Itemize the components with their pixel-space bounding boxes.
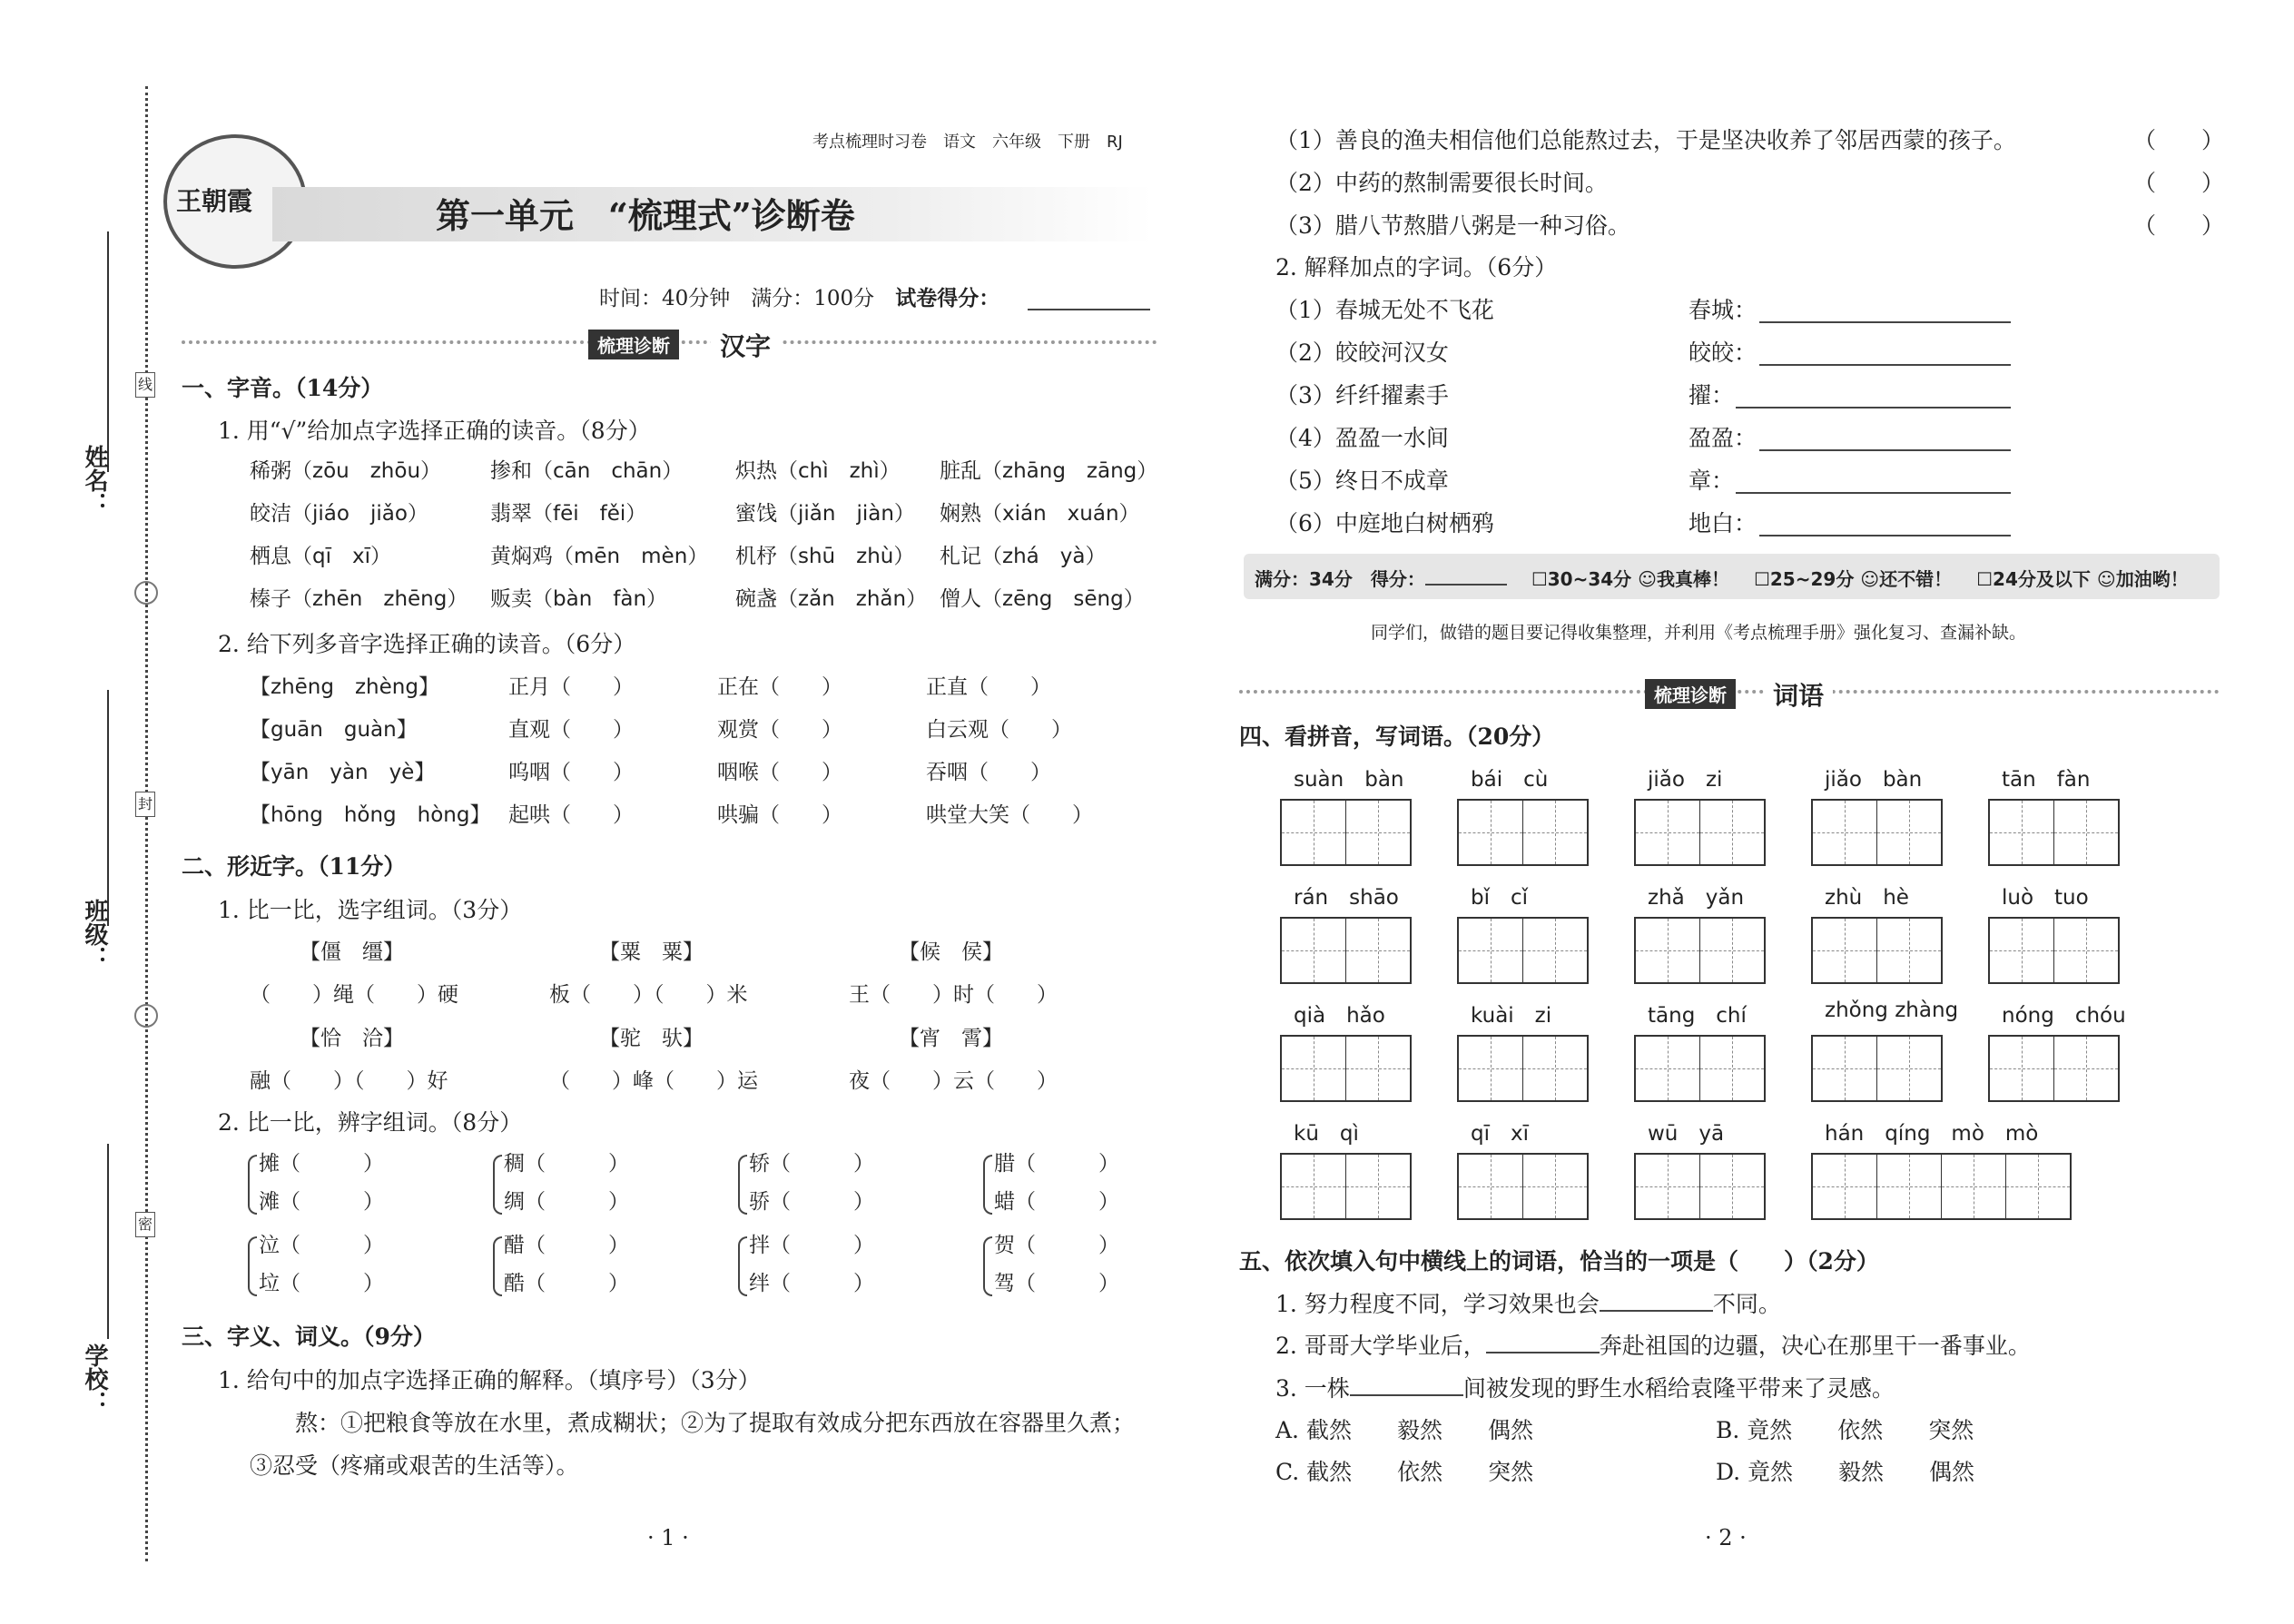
grid-cell[interactable] xyxy=(1877,801,1941,864)
answer-line[interactable] xyxy=(1759,321,2011,323)
q2-heading: 二、形近字。（11分） xyxy=(182,853,407,880)
q3-poem-line: （3）纤纤擢素手 xyxy=(1275,382,1449,408)
q5-option-c[interactable]: C. 截然 依然 突然 xyxy=(1275,1459,1534,1485)
brace xyxy=(738,1155,747,1215)
reading-item: 榛子（zhēn zhēng） xyxy=(250,587,468,611)
q3-answer-label: 皎皎： xyxy=(1689,340,1757,366)
writing-grid[interactable] xyxy=(1634,1035,1766,1102)
pinyin-label: suàn bàn xyxy=(1294,768,1404,792)
q5-heading: 五、依次填入句中横线上的词语，恰当的一项是（ ）（2分） xyxy=(1239,1248,1879,1275)
grid-cell[interactable] xyxy=(1282,801,1346,864)
q5-option-d[interactable]: D. 竟然 毅然 偶然 xyxy=(1716,1459,1975,1485)
q2-sub1: 1. 比一比，选字组词。（3分） xyxy=(218,897,523,923)
option-checkbox[interactable]: ☐ xyxy=(1753,568,1770,590)
q3-sentence: （3）腊八节熬腊八粥是一种习俗。 xyxy=(1275,212,1630,239)
reading-item: 稀粥（zōu zhōu） xyxy=(250,459,442,483)
q3-answer-label: 盈盈： xyxy=(1689,425,1757,451)
grid-cell[interactable] xyxy=(1990,801,2054,864)
grid-cell[interactable] xyxy=(1877,1155,1942,1218)
word-pair-item[interactable]: 绊（ ） xyxy=(749,1272,874,1295)
answer-paren[interactable]: （ ） xyxy=(2133,170,2225,196)
grid-cell[interactable] xyxy=(1813,1155,1877,1218)
reading-item: 栖息（qī xī） xyxy=(250,545,391,568)
brace xyxy=(493,1155,502,1215)
polyphone-readings: 【hōng hǒng hòng】 xyxy=(250,803,491,827)
char-group: 【粟 粟】 xyxy=(599,940,704,964)
grid-cell[interactable] xyxy=(1346,801,1410,864)
q3-sub2: 2. 解释加点的字词。（6分） xyxy=(1275,254,1558,281)
school-line xyxy=(107,1144,109,1339)
answer-paren[interactable]: （ ） xyxy=(2133,127,2225,153)
reading-item: 炽热（chì zhì） xyxy=(735,459,901,483)
reading-item: 皎洁（jiáo jiǎo） xyxy=(250,502,428,526)
grid-cell[interactable] xyxy=(1523,1037,1587,1100)
brace xyxy=(983,1155,992,1215)
grid-cell[interactable] xyxy=(1523,919,1587,982)
reading-item: 黄焖鸡（mēn mèn） xyxy=(490,545,709,568)
polyphone-word[interactable]: 直观（ ） xyxy=(508,718,634,742)
grid-cell[interactable] xyxy=(1346,919,1410,982)
q5-s1: 1. 努力程度不同，学习效果也会 不同。 xyxy=(1275,1291,1781,1317)
polyphone-word[interactable]: 白云观（ ） xyxy=(926,718,1072,742)
grid-cell[interactable] xyxy=(1523,1155,1587,1218)
brace xyxy=(493,1236,502,1296)
grid-cell[interactable] xyxy=(2054,1037,2118,1100)
polyphone-word[interactable]: 咽喉（ ） xyxy=(717,761,842,784)
q3-sub1: 1. 给句中的加点字选择正确的解释。（填序号）（3分） xyxy=(218,1367,761,1393)
grid-cell[interactable] xyxy=(1282,1037,1346,1100)
fill-blank-row[interactable]: （ ）峰（ ）运 xyxy=(549,1069,758,1093)
pinyin-label: tān fàn xyxy=(2002,768,2091,792)
q3-def1: 熬：①把粮食等放在水里，煮成糊状；②为了提取有效成分把东西放在容器里久煮； xyxy=(295,1410,1136,1436)
score-bar-content: 满分：34分 得分： ☐30~34分 ☺我真棒！ ☐25~29分 ☺还不错！ ☐24分及以下 ☺加油哟！ xyxy=(1255,568,2189,590)
char-group: 【驼 驮】 xyxy=(599,1027,704,1050)
section-tag: 梳理诊断 xyxy=(588,330,679,359)
reading-item: 札记（zhá yà） xyxy=(940,545,1107,568)
class-line xyxy=(107,690,109,926)
pinyin-label: zhǎ yǎn xyxy=(1648,886,1745,910)
word-pair-item[interactable]: 贺（ ） xyxy=(994,1234,1119,1257)
q3-answer-label: 春城： xyxy=(1689,297,1757,323)
writing-grid[interactable] xyxy=(1811,1153,2072,1220)
q1-sub1: 1. 用“√”给加点字选择正确的读音。（8分） xyxy=(218,418,651,444)
binding-dotted-line xyxy=(145,86,148,1561)
q3-def2: ③忍受（疼痛或艰苦的生活等）。 xyxy=(250,1452,579,1479)
pinyin-label: nóng chóu xyxy=(2002,1004,2126,1028)
grid-cell[interactable] xyxy=(1942,1155,2006,1218)
word-pair-item[interactable]: 绸（ ） xyxy=(504,1190,629,1214)
brace xyxy=(983,1236,992,1296)
q3-answer-label: 章： xyxy=(1689,468,1735,494)
writing-grid[interactable] xyxy=(1457,917,1589,984)
word-pair-item[interactable]: 酷（ ） xyxy=(504,1272,629,1295)
writing-grid[interactable] xyxy=(1811,1035,1943,1102)
writing-grid[interactable] xyxy=(1988,1035,2120,1102)
q3-heading: 三、字义、词义。（9分） xyxy=(182,1324,436,1350)
pinyin-label: bái cù xyxy=(1471,768,1549,792)
grid-cell[interactable] xyxy=(1282,1155,1346,1218)
word-pair-item[interactable]: 垃（ ） xyxy=(259,1272,384,1295)
fill-blank-row[interactable]: （ ）绳（ ）硬 xyxy=(250,983,458,1007)
grid-cell[interactable] xyxy=(1813,801,1877,864)
writing-grid[interactable] xyxy=(1634,799,1766,866)
name-line xyxy=(107,231,109,472)
polyphone-word[interactable]: 吞咽（ ） xyxy=(926,761,1051,784)
grid-cell[interactable] xyxy=(1459,1037,1523,1100)
word-pair-item[interactable]: 驾（ ） xyxy=(994,1272,1119,1295)
word-pair-item[interactable]: 泣（ ） xyxy=(259,1234,384,1257)
binding-mark-feng: 封 xyxy=(135,792,155,817)
q3-sentence: （1）善良的渔夫相信他们总能熬过去，于是坚决收养了邻居西蒙的孩子。 xyxy=(1275,127,2016,153)
q5-option-b[interactable]: B. 竟然 依然 突然 xyxy=(1716,1417,1974,1443)
grid-cell[interactable] xyxy=(1282,919,1346,982)
reading-item: 蜜饯（jiǎn jiàn） xyxy=(735,502,915,526)
writing-grid[interactable] xyxy=(1811,799,1943,866)
word-pair-item[interactable]: 蜡（ ） xyxy=(994,1190,1119,1214)
grid-cell[interactable] xyxy=(1700,801,1764,864)
writing-grid[interactable] xyxy=(1457,799,1589,866)
writing-grid[interactable] xyxy=(1988,799,2120,866)
brace xyxy=(248,1155,257,1215)
polyphone-word[interactable]: 起哄（ ） xyxy=(508,803,634,827)
exam-meta: 时间：40分钟 满分：100分 试卷得分： xyxy=(599,286,1000,310)
reading-item: 机杼（shū zhù） xyxy=(735,545,915,568)
score-blank[interactable] xyxy=(1028,309,1150,310)
q3-poem-line: （5）终日不成章 xyxy=(1275,468,1449,494)
q4-heading: 四、看拼音，写词语。（20分） xyxy=(1239,723,1555,750)
polyphone-word[interactable]: 哄骗（ ） xyxy=(717,803,842,827)
pinyin-label: rán shāo xyxy=(1294,886,1399,910)
writing-grid[interactable] xyxy=(1634,917,1766,984)
pinyin-label: kuài zi xyxy=(1471,1004,1552,1028)
school-label: 学校： xyxy=(81,1343,108,1414)
writing-grid[interactable] xyxy=(1280,917,1412,984)
q3-poem-line: （4）盈盈一水间 xyxy=(1275,425,1449,451)
pinyin-label: bǐ cǐ xyxy=(1471,886,1529,910)
reading-item: 碗盏（zǎn zhǎn） xyxy=(735,587,928,611)
polyphone-word[interactable]: 正直（ ） xyxy=(926,675,1051,699)
answer-line[interactable] xyxy=(1736,492,2011,494)
header-series: 考点梳理时习卷 语文 六年级 下册 RJ xyxy=(812,133,1123,152)
char-group: 【僵 缰】 xyxy=(300,940,404,964)
answer-line[interactable] xyxy=(1759,364,2011,366)
pinyin-label: qià hǎo xyxy=(1294,1004,1385,1028)
word-pair-item[interactable]: 摊（ ） xyxy=(259,1152,384,1176)
writing-grid[interactable] xyxy=(1634,1153,1766,1220)
fill-blank-row[interactable]: 王（ ）时（ ） xyxy=(849,983,1058,1007)
polyphone-word[interactable]: 正月（ ） xyxy=(508,675,634,699)
section-title-ciyu: 词语 xyxy=(1764,676,1833,713)
grid-cell[interactable] xyxy=(1636,801,1700,864)
pinyin-label: luò tuo xyxy=(2002,886,2089,910)
word-pair-item[interactable]: 醋（ ） xyxy=(504,1234,629,1257)
q3-answer-label: 地白： xyxy=(1689,510,1757,536)
grid-cell[interactable] xyxy=(1700,1037,1764,1100)
grid-cell[interactable] xyxy=(1459,1155,1523,1218)
grid-cell[interactable] xyxy=(1877,919,1941,982)
polyphone-readings: 【guān guàn】 xyxy=(250,718,418,742)
reading-item: 僧人（zēng sēng） xyxy=(940,587,1145,611)
page-number-2: · 2 · xyxy=(1705,1525,1747,1550)
grid-cell[interactable] xyxy=(2054,801,2118,864)
reading-item: 贩卖（bàn fàn） xyxy=(490,587,668,611)
writing-grid[interactable] xyxy=(1457,1153,1589,1220)
q2-sub2: 2. 比一比，辨字组词。（8分） xyxy=(218,1109,523,1136)
word-pair-item[interactable]: 拌（ ） xyxy=(749,1234,874,1257)
word-pair-item[interactable]: 腊（ ） xyxy=(994,1152,1119,1176)
char-group: 【宵 霄】 xyxy=(899,1027,1003,1050)
option-checkbox[interactable]: ☐ xyxy=(1531,568,1548,590)
grid-cell[interactable] xyxy=(1990,1037,2054,1100)
grid-cell[interactable] xyxy=(1877,1037,1941,1100)
polyphone-word[interactable]: 观赏（ ） xyxy=(717,718,842,742)
writing-grid[interactable] xyxy=(1280,1035,1412,1102)
grid-cell[interactable] xyxy=(1636,1155,1700,1218)
grid-cell[interactable] xyxy=(1346,1155,1410,1218)
q3-poem-line: （1）春城无处不飞花 xyxy=(1275,297,1494,323)
class-label: 班级： xyxy=(81,899,108,969)
polyphone-word[interactable]: 正在（ ） xyxy=(717,675,842,699)
pinyin-label: wū yā xyxy=(1648,1122,1725,1146)
grid-cell[interactable] xyxy=(1346,1037,1410,1100)
polyphone-readings: 【zhēng zhèng】 xyxy=(250,675,439,699)
polyphone-readings: 【yān yàn yè】 xyxy=(250,761,436,784)
grid-cell[interactable] xyxy=(1459,919,1523,982)
pinyin-label: tāng chí xyxy=(1648,1004,1747,1028)
option-checkbox[interactable]: ☐ xyxy=(1976,568,1994,590)
binding-hole-icon xyxy=(134,1004,158,1028)
char-group: 【候 侯】 xyxy=(899,940,1003,964)
writing-grid[interactable] xyxy=(1811,917,1943,984)
reading-item: 脏乱（zhāng zāng） xyxy=(940,459,1158,483)
pinyin-label: zhǒng zhàng xyxy=(1825,999,1959,1022)
grid-cell[interactable] xyxy=(1459,801,1523,864)
polyphone-word[interactable]: 呜咽（ ） xyxy=(508,761,634,784)
q5-s2: 2. 哥哥大学毕业后， 奔赴祖国的边疆，决心在那里干一番事业。 xyxy=(1275,1333,2031,1359)
grid-cell[interactable] xyxy=(1700,919,1764,982)
answer-line[interactable] xyxy=(1759,535,2011,536)
brace xyxy=(738,1236,747,1296)
tip-note: 同学们，做错的题目要记得收集整理，并利用《考点梳理手册》强化复习、查漏补缺。 xyxy=(1371,623,2027,643)
binding-hole-icon xyxy=(134,581,158,605)
fill-blank-row[interactable]: 融（ ）（ ）好 xyxy=(250,1069,448,1093)
pinyin-label: qī xī xyxy=(1471,1122,1529,1146)
name-label: 姓名： xyxy=(81,445,108,516)
answer-line[interactable] xyxy=(1759,449,2011,451)
writing-grid[interactable] xyxy=(1280,799,1412,866)
pinyin-label: zhù hè xyxy=(1825,886,1909,910)
q3-sentence: （2）中药的熬制需要很长时间。 xyxy=(1275,170,1608,196)
grid-cell[interactable] xyxy=(1813,1037,1877,1100)
q3-poem-line: （2）皎皎河汉女 xyxy=(1275,340,1449,366)
section-title-hanzi: 汉字 xyxy=(711,327,780,363)
section-tag: 梳理诊断 xyxy=(1645,679,1736,709)
grid-cell[interactable] xyxy=(1990,919,2054,982)
writing-grid[interactable] xyxy=(1988,917,2120,984)
page-title: 第一单元 “梳理式”诊断卷 xyxy=(436,195,855,236)
fill-blank-row[interactable]: 板（ ）（ ）米 xyxy=(549,983,748,1007)
binding-mark-mi: 密 xyxy=(135,1212,155,1237)
word-pair-item[interactable]: 滩（ ） xyxy=(259,1190,384,1214)
pinyin-label: jiǎo bàn xyxy=(1825,768,1923,792)
brace xyxy=(248,1236,257,1296)
q5-option-a[interactable]: A. 截然 毅然 偶然 xyxy=(1275,1417,1533,1443)
q1-sub2: 2. 给下列多音字选择正确的读音。（6分） xyxy=(218,631,636,657)
page-number-1: · 1 · xyxy=(647,1525,689,1550)
polyphone-word[interactable]: 哄堂大笑（ ） xyxy=(926,803,1093,827)
answer-line[interactable] xyxy=(1736,407,2011,408)
word-pair-item[interactable]: 骄（ ） xyxy=(749,1190,874,1214)
reading-item: 翡翠（fēi fěi） xyxy=(490,502,647,526)
binding-mark-xian: 线 xyxy=(135,372,155,398)
q5-s3: 3. 一株 间被发现的野生水稻给袁隆平带来了灵感。 xyxy=(1275,1375,1895,1402)
fill-blank-row[interactable]: 夜（ ）云（ ） xyxy=(849,1069,1058,1093)
word-pair-item[interactable]: 稠（ ） xyxy=(504,1152,629,1176)
q3-poem-line: （6）中庭地白树栖鸦 xyxy=(1275,510,1494,536)
reading-item: 娴熟（xián xuán） xyxy=(940,502,1140,526)
grid-cell[interactable] xyxy=(1636,919,1700,982)
q1-heading: 一、字音。（14分） xyxy=(182,375,384,401)
pinyin-label: jiǎo zi xyxy=(1648,768,1723,792)
grid-cell[interactable] xyxy=(1523,801,1587,864)
writing-grid[interactable] xyxy=(1457,1035,1589,1102)
pinyin-label: kū qì xyxy=(1294,1122,1359,1146)
writing-grid[interactable] xyxy=(1280,1153,1412,1220)
grid-cell[interactable] xyxy=(2006,1155,2070,1218)
q3-answer-label: 擢： xyxy=(1689,382,1735,408)
logo-text: 王朝霞 xyxy=(176,186,253,216)
grid-cell[interactable] xyxy=(1700,1155,1764,1218)
word-pair-item[interactable]: 轿（ ） xyxy=(749,1152,874,1176)
pinyin-label: hán qíng mò mò xyxy=(1825,1122,2039,1146)
reading-item: 掺和（cān chān） xyxy=(490,459,684,483)
char-group: 【恰 洽】 xyxy=(300,1027,404,1050)
grid-cell[interactable] xyxy=(2054,919,2118,982)
grid-cell[interactable] xyxy=(1813,919,1877,982)
answer-paren[interactable]: （ ） xyxy=(2133,212,2225,239)
grid-cell[interactable] xyxy=(1636,1037,1700,1100)
